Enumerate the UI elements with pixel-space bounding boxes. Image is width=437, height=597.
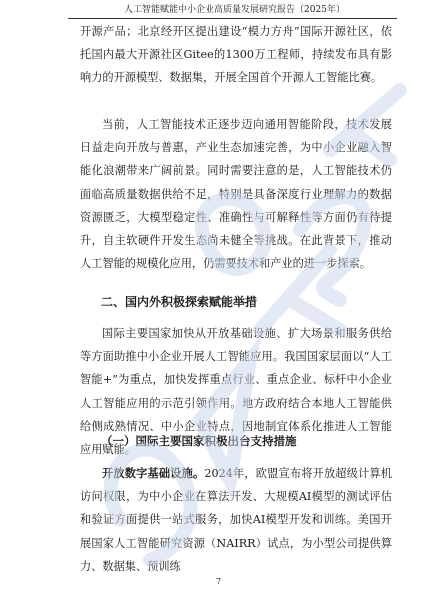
page-number: 7: [215, 577, 222, 586]
paragraph-open-source: 开源产品；北京经开区提出建设“模力方舟”国际开源社区，依托国内最大开源社区Gitee的1300万工程师，持续发布具有影响力的开源模型、数据集，开展全国首个开源人工智能比赛。: [80, 25, 392, 85]
running-header: 人工智能赋能中小企业高质量发展研究报告（2025年）: [124, 5, 345, 15]
section-heading: 二、国内外积极探索赋能举措: [101, 295, 258, 309]
paragraph-international-overview: 国际主要国家加快从开放基础设施、扩大场景和服务供给等方面助推中小企业开展人工智能应用。我国国家层面以“人工智能+”为重点，加快发挥重点行业、重点企业、标杆中小企业人工智能应用的示范引领作用。地方政府结合本地人工智能供给侧成熟情况、中小企业特点，因地制宜体系化推进人工智能应用赋能。: [80, 327, 392, 457]
subsection-heading: （一）国际主要国家积极出台支持措施: [101, 434, 297, 448]
paragraph-current-status: 当前，人工智能技术正逐步迈向通用智能阶段，技术发展日益走向开放与普惠，产业生态加速完善，为中小企业融入智能化浪潮带来广阔前景。同时需要注意的是，人工智能技术仍面临高质量数据供给不足，特别是具备深度行业理解力的数据资源匮乏，大模型稳定性、准确性与可解释性等方面仍有待提升，自主软硬件开发生态尚未健全等挑战。在此背景下，推动人工智能的规模化应用，仍需要技术和产业的进一步探索。: [80, 118, 392, 271]
header-rule: [68, 18, 397, 19]
paragraph-body: 2024年，欧盟宣布将开放超级计算机访问权限，为中小企业在算法开发、大规模AI模型的测试评估和验证方面提供一站式服务，加快AI模型开发和训练。美国开展国家人工智能研究资源（NAIRR）试点，为小型公司提供算力、数据集、预训练: [80, 467, 392, 573]
paragraph-digital-infrastructure: [80, 462, 392, 578]
paragraph-lead-in: 开放数字基础设施。: [102, 466, 205, 480]
